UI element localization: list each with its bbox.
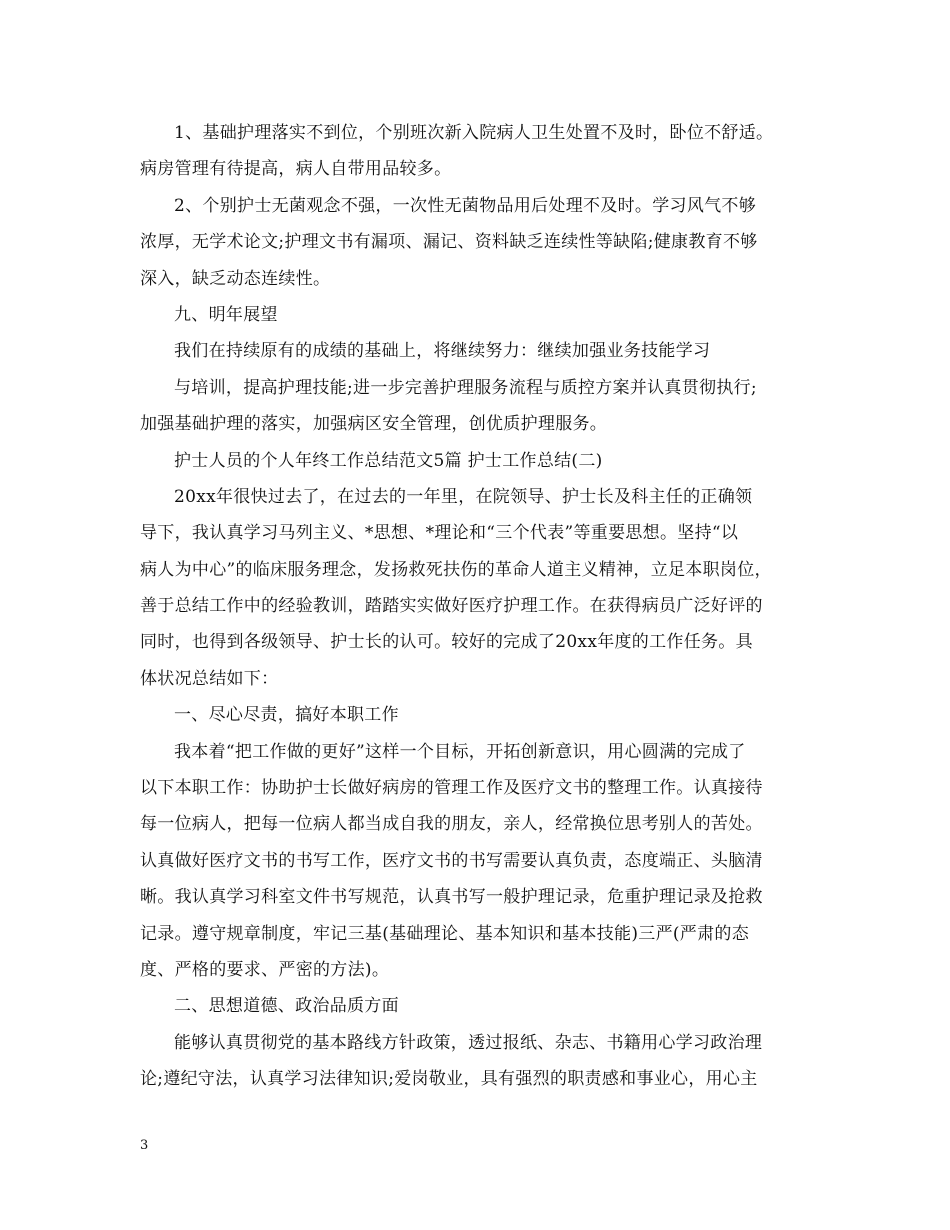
paragraph-line: 1、基础护理落实不到位，个别班次新入院病人卫生处置不及时，卧位不舒适。 <box>174 123 774 143</box>
document-body <box>140 115 810 1098</box>
paragraph-line: 度、严格的要求、严密的方法)。 <box>140 959 390 980</box>
paragraph-line: 2、个别护士无菌观念不强，一次性无菌物品用后处理不及时。学习风气不够 <box>174 195 757 216</box>
paragraph-line: 以下本职工作：协助护士长做好病房的管理工作及医疗文书的整理工作。认真接待 <box>140 778 763 799</box>
paragraph-line: 加强基础护理的落实，加强病区安全管理，创优质护理服务。 <box>140 414 608 435</box>
paragraph-line: 能够认真贯彻党的基本路线方针政策，透过报纸、杂志、书籍用心学习政治理 <box>174 1032 763 1053</box>
paragraph-line: 记录。遵守规章制度，牢记三基(基础理论、基本知识和基本技能)三严(严肃的态 <box>140 923 749 944</box>
paragraph-line: 论;遵纪守法，认真学习法律知识;爱岗敬业，具有强烈的职责感和事业心，用心主 <box>140 1069 758 1090</box>
paragraph-line: 浓厚，无学术论文;护理文书有漏项、漏记、资料缺乏连续性等缺陷;健康教育不够 <box>140 232 758 253</box>
paragraph-line: 我们在持续原有的成绩的基础上，将继续努力：继续加强业务技能学习 <box>174 341 711 362</box>
paragraph-line: 20xx年很快过去了，在过去的一年里，在院领导、护士长及科主任的正确领 <box>174 486 753 507</box>
document-subtitle: 护士人员的个人年终工作总结范文5篇 护士工作总结(二) <box>174 450 603 471</box>
page-number: 3 <box>140 1138 149 1153</box>
paragraph-line: 体状况总结如下： <box>140 668 279 689</box>
paragraph-line: 与培训，提高护理技能;进一步完善护理服务流程与质控方案并认真贯彻执行; <box>174 377 757 398</box>
paragraph-line: 深入，缺乏动态连续性。 <box>140 268 331 289</box>
paragraph-line: 同时，也得到各级领导、护士长的认可。较好的完成了20xx年度的工作任务。具 <box>140 632 753 653</box>
paragraph-line: 导下，我认真学习马列主义、*思想、*理论和“三个代表”等重要思想。坚持“以 <box>140 523 739 544</box>
paragraph-line: 病人为中心”的临床服务理念，发扬救死扶伤的革命人道主义精神，立足本职岗位， <box>140 559 772 580</box>
paragraph-line: 晰。我认真学习科室文件书写规范，认真书写一般护理记录，危重护理记录及抢救 <box>140 887 763 908</box>
paragraph-line: 每一位病人，把每一位病人都当成自我的朋友，亲人，经常换位思考别人的苦处。 <box>140 814 763 835</box>
section-heading: 一、尽心尽责，搞好本职工作 <box>174 705 399 726</box>
paragraph-line: 病房管理有待提高，病人自带用品较多。 <box>140 159 452 180</box>
paragraph-line: 我本着“把工作做的更好”这样一个目标，开拓创新意识，用心圆满的完成了 <box>174 741 746 762</box>
paragraph-line: 认真做好医疗文书的书写工作，医疗文书的书写需要认真负责，态度端正、头脑清 <box>140 850 763 871</box>
section-heading: 二、思想道德、政治品质方面 <box>174 996 399 1017</box>
paragraph-line: 善于总结工作中的经验教训，踏踏实实做好医疗护理工作。在获得病员广泛好评的 <box>140 596 763 617</box>
section-heading: 九、明年展望 <box>174 304 278 325</box>
